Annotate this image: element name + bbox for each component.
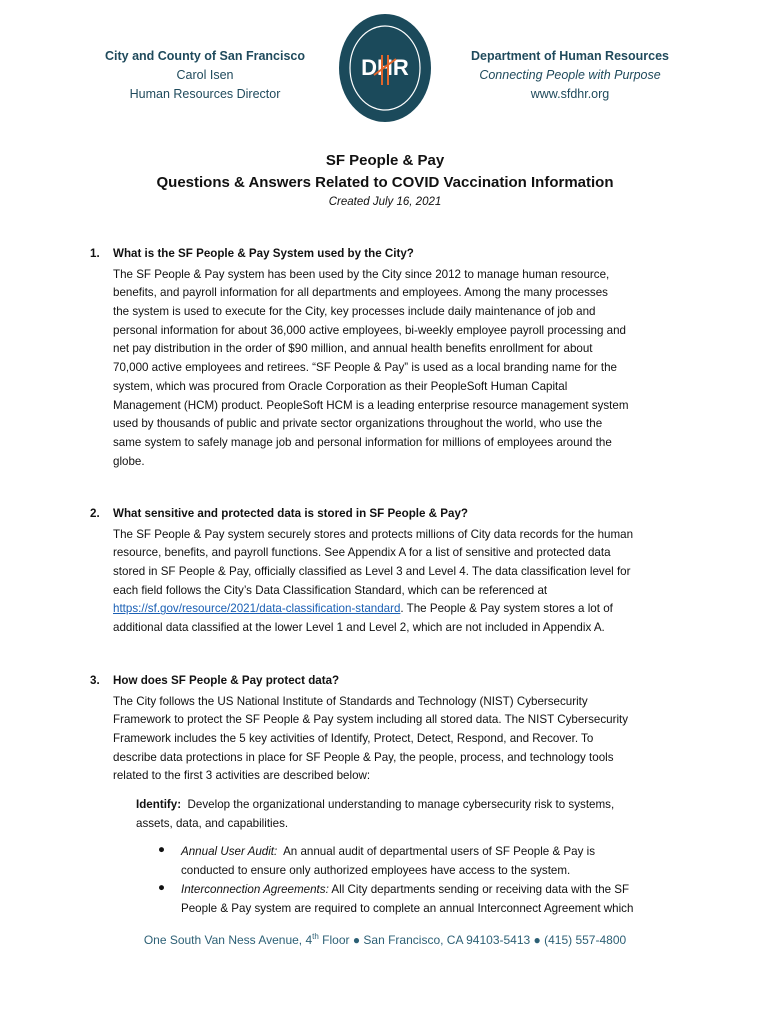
- answer-text: [113, 526, 633, 638]
- text: th: [312, 932, 319, 941]
- question-number: 2.: [90, 507, 100, 520]
- text: Develop the organizational understanding to manage cybersecurity risk to systems,: [187, 798, 615, 811]
- text: All City departments sending or receiving data with the SF: [331, 883, 630, 896]
- question-heading: What is the SF People & Pay System used by the City?: [113, 247, 414, 260]
- identify-label: Identify:: [136, 798, 182, 811]
- answer-line: personal information for about 36,000 active employees, bi-weekly employee payroll processing and: [113, 323, 626, 337]
- text: Floor ● San Francisco, CA 94103-5413 ● (415) 557-4800: [318, 933, 627, 947]
- answer-line: same system to safely manage job and personal information for millions of employees around the: [113, 435, 612, 449]
- data-classification-link[interactable]: https://sf.gov/resource/2021/data-classification-standard: [113, 602, 401, 616]
- footer-address: [0, 932, 770, 947]
- doc-subtitle: Questions & Answers Related to COVID Vaccination Information: [156, 174, 614, 191]
- answer-line: The SF People & Pay system has been used by the City since 2012 to manage human resource,: [113, 267, 610, 281]
- dhr-logo: [338, 13, 432, 123]
- bullet-icon: ●: [158, 843, 166, 856]
- answer-line: net pay distribution in the order of $90 million, and annual health benefits enrollment for about: [113, 342, 593, 356]
- question-heading: What sensitive and protected data is stored in SF People & Pay?: [113, 507, 468, 520]
- text: One South Van Ness Avenue, 4: [143, 933, 313, 947]
- text: conducted to ensure only authorized employees have access to the system.: [181, 863, 571, 877]
- created-date: Created July 16, 2021: [328, 196, 442, 208]
- answer-line: globe.: [113, 454, 145, 468]
- bullet-label: Annual User Audit:: [181, 845, 278, 858]
- answer-line: used by thousands of public and private sector organizations throughout the world, who use the: [113, 417, 603, 431]
- doc-title: SF People & Pay: [325, 152, 445, 169]
- answer-line: benefits, and payroll information for all departments and employees. Among the many processes: [113, 286, 608, 300]
- answer-line: stored in SF People & Pay, officially classified as Level 3 and Level 4. The data classification level for: [113, 565, 631, 579]
- question-number: 3.: [90, 674, 100, 687]
- answer-line: resource, benefits, and payroll functions. See Appendix A for a list of sensitive and protected data: [113, 546, 611, 560]
- svg-text:DHR: DHR: [361, 55, 409, 80]
- answer-line: 70,000 active employees and retirees. “SF People & Pay” is used as a local branding name for the: [113, 361, 617, 375]
- text: An annual audit of departmental users of SF People & Pay is: [283, 845, 595, 858]
- director-title: Human Resources Director: [129, 87, 281, 101]
- question-heading: How does SF People & Pay protect data?: [113, 674, 340, 687]
- text: assets, data, and capabilities.: [136, 816, 289, 830]
- text: People & Pay system are required to complete an annual Interconnect Agreement which: [181, 901, 634, 915]
- bullet-icon: ●: [158, 881, 166, 894]
- header-right: [450, 47, 690, 104]
- website[interactable]: www.sfdhr.org: [530, 87, 610, 101]
- answer-line: describe data protections in place for SF People & Pay, the people, process, and technology tools: [113, 750, 614, 764]
- answer-line: Framework to protect the SF People & Pay system including all stored data. The NIST Cybersecurity: [113, 713, 629, 727]
- answer-line: related to the first 3 activities are described below:: [113, 769, 371, 783]
- director-name: Carol Isen: [176, 68, 234, 82]
- text: . The People & Pay system stores a lot of: [400, 602, 613, 616]
- answer-text: [113, 693, 628, 786]
- answer-line: each field follows the City’s Data Classification Standard, which can be referenced at: [113, 583, 548, 597]
- header-left: [90, 47, 320, 104]
- answer-line: system, which was procured from Oracle Corporation as their PeopleSoft Human Capital: [113, 379, 568, 393]
- question-number: 1.: [90, 247, 100, 260]
- org-name: City and County of San Francisco: [104, 49, 306, 63]
- answer-line: The SF People & Pay system securely stores and protects millions of City data records for the human: [113, 527, 634, 541]
- answer-line: the system is used to execute for the City, key processes include daily maintenance of job and: [113, 305, 596, 319]
- answer-line: Management (HCM) product. PeopleSoft HCM is a leading enterprise resource management system: [113, 398, 629, 412]
- dept-name: Department of Human Resources: [471, 49, 669, 63]
- tagline: Connecting People with Purpose: [479, 68, 661, 82]
- answer-line: The City follows the US National Institute of Standards and Technology (NIST) Cybersecurity: [113, 694, 588, 708]
- identify-section: [136, 796, 614, 833]
- bullet-label: Interconnection Agreements:: [181, 883, 329, 896]
- answer-line: Framework includes the 5 key activities of Identify, Protect, Detect, Respond, and Recover. To: [113, 732, 594, 746]
- answer-text: [113, 266, 629, 472]
- answer-line: additional data classified at the lower Level 1 and Level 2, which are not included in Appendix A.: [113, 621, 605, 635]
